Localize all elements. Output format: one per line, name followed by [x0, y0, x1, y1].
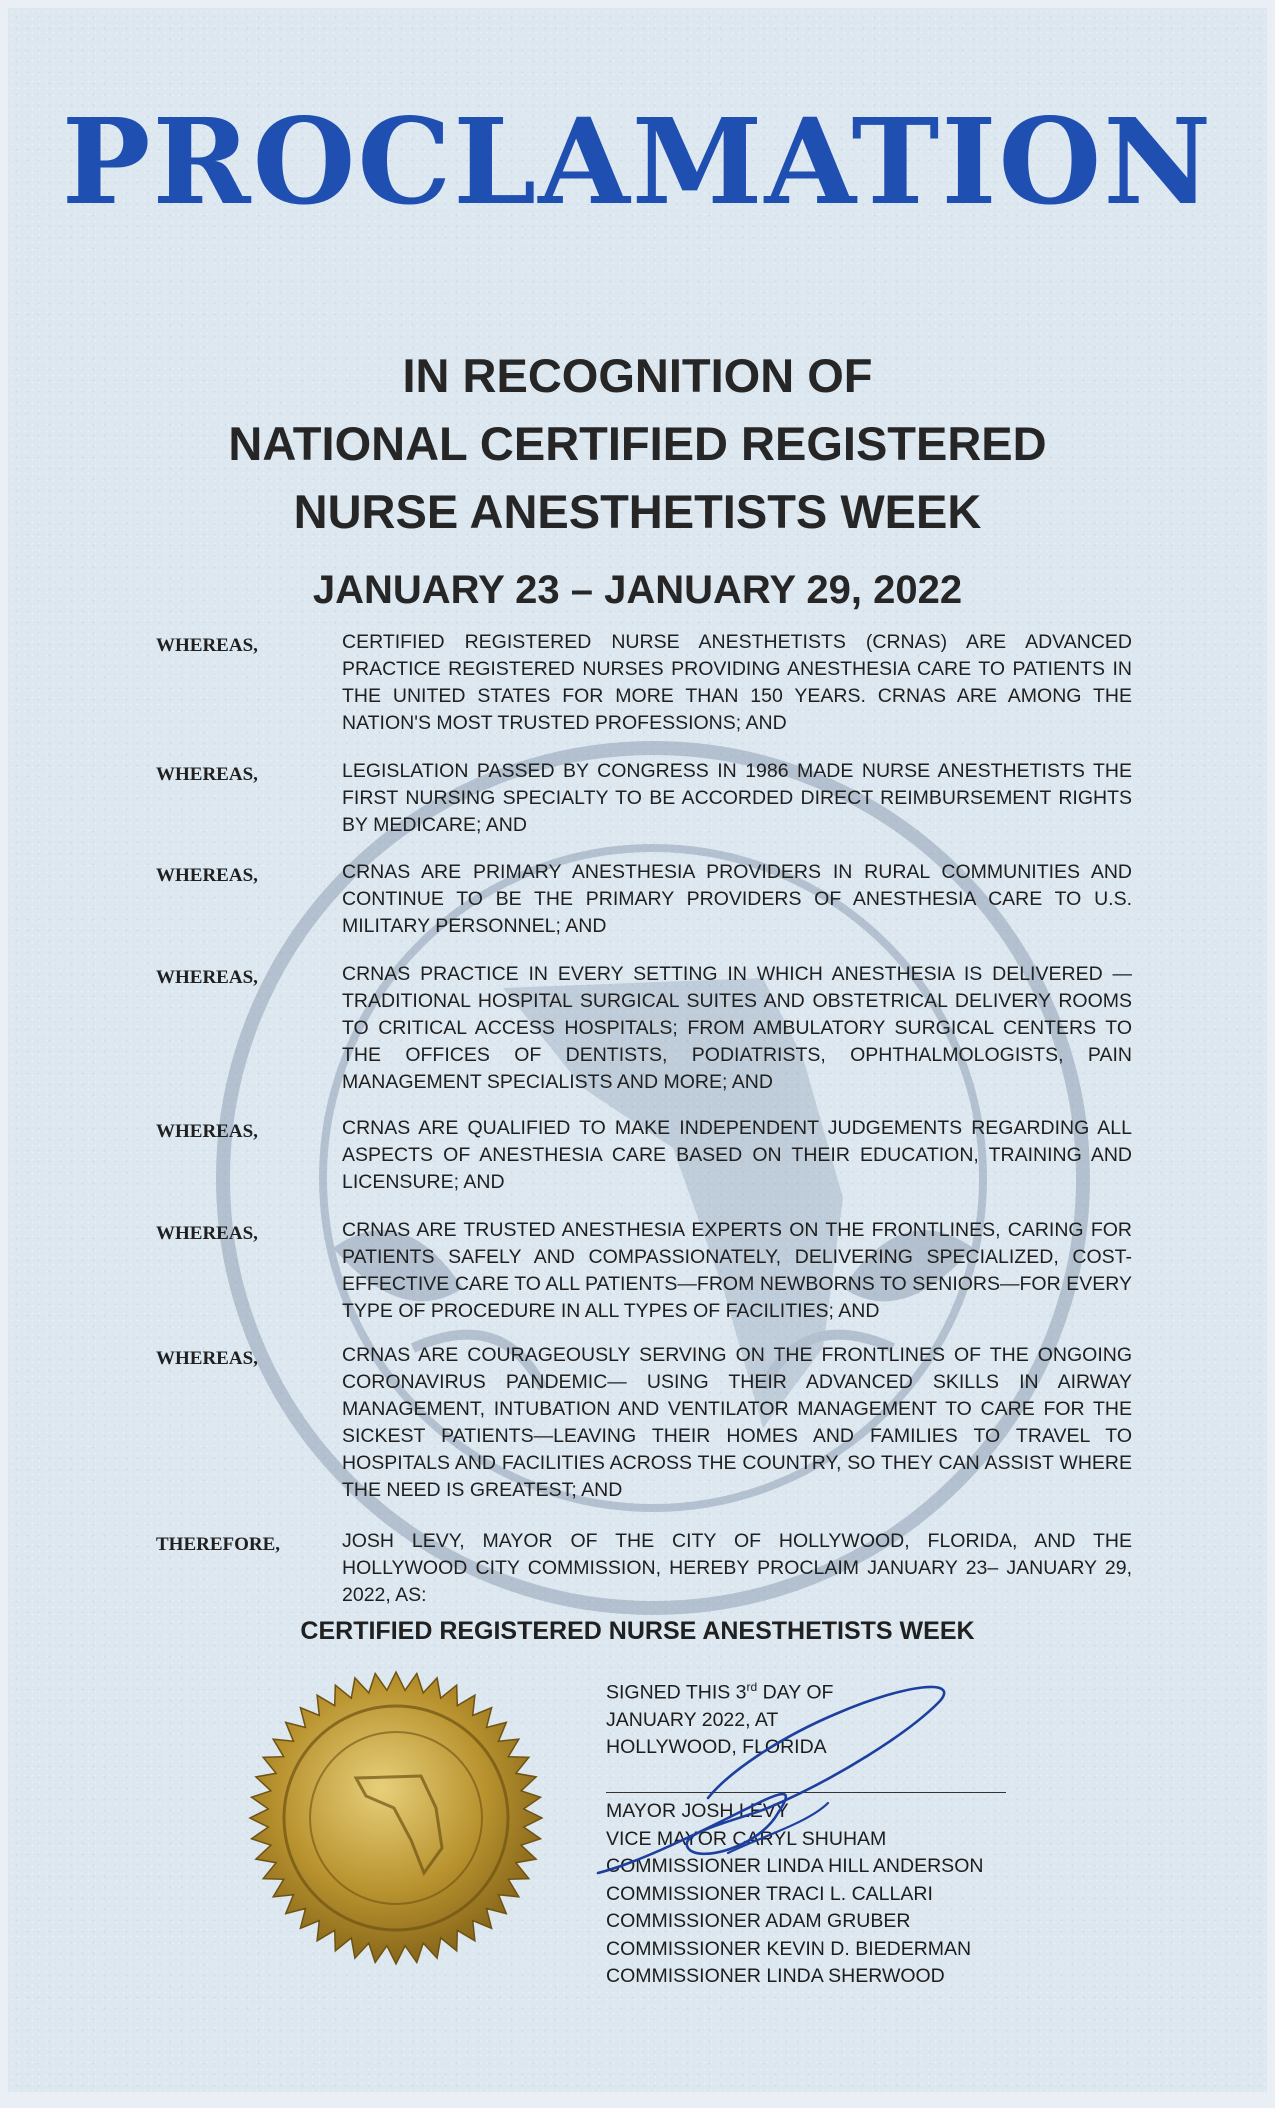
signed-prefix: SIGNED THIS 3 — [606, 1681, 747, 1704]
official-name: COMMISSIONER TRACI L. CALLARI — [606, 1882, 933, 1905]
official-name: COMMISSIONER LINDA SHERWOOD — [606, 1965, 945, 1987]
official-name: COMMISSIONER KEVIN D. BIEDERMAN — [606, 1937, 972, 1960]
clause-text: JOSH LEVY, MAYOR OF THE CITY OF HOLLYWOOD, FLORIDA, AND THE HOLLYWOOD CITY COMMISSION, HEREBY PROCLAIM JANUARY 23– JANUARY 29, 2022, AS: — [342, 1530, 1132, 1606]
handwritten-signature-icon — [578, 1663, 1008, 1893]
clause-text: CRNAS ARE TRUSTED ANESTHESIA EXPERTS ON THE FRONTLINES, CARING FOR PATIENTS SAFELY AND COMPASSIONATELY, DELIVERING SPECIALIZED, COST-EFFECTIVE CARE TO ALL PATIENTS—FROM NEWBORNS TO SENIORS—FOR EVERY TYPE OF PROCEDURE IN ALL TYPES OF FACILITIES; AND — [342, 1219, 1132, 1322]
clause-label: WHEREAS, — [156, 1121, 258, 1142]
heading-line-2: NATIONAL CERTIFIED REGISTERED — [228, 417, 1047, 470]
official-name: MAYOR JOSH LEVY — [606, 1800, 789, 1822]
proclamation-page — [8, 8, 1267, 2092]
clause-text: CRNAS PRACTICE IN EVERY SETTING IN WHICH ANESTHESIA IS DELIVERED — TRADITIONAL HOSPITAL SURGICAL SUITES AND OBSTETRICAL DELIVERY ROOMS TO CRITICAL ACCESS HOSPITALS; FROM AMBULATORY SURGICAL CENTERS TO THE OFFICES OF DENTISTS, PODIATRISTS, OPHTHALMOLOGISTS, PAIN MANAGEMENT SPECIALISTS AND MORE; AND — [342, 963, 1132, 1093]
heading-line-1: IN RECOGNITION OF — [402, 349, 873, 402]
ordinal-suffix: rd — [746, 1680, 758, 1694]
signed-suffix: DAY OF — [757, 1681, 834, 1704]
signed-line-2: JANUARY 2022, AT — [606, 1708, 779, 1731]
clause-text: CRNAS ARE COURAGEOUSLY SERVING ON THE FRONTLINES OF THE ONGOING CORONAVIRUS PANDEMIC— USING THEIR ADVANCED SKILLS IN AIRWAY MANAGEMENT, INTUBATION AND VENTILATOR MANAGEMENT TO CARE FOR THE SICKEST PATIENTS—LEAVING THEIR HOMES AND FAMILIES TO TRAVEL TO HOSPITALS AND FACILITIES ACROSS THE COUNTRY, SO THEY CAN ASSIST WHERE THE NEED IS GREATEST; AND — [342, 1344, 1132, 1501]
proclaimed-week: CERTIFIED REGISTERED NURSE ANESTHETISTS WEEK — [300, 1617, 975, 1645]
clause-label: WHEREAS, — [156, 1223, 258, 1244]
clause-label: WHEREAS, — [156, 764, 258, 785]
clause-label: WHEREAS, — [156, 1348, 258, 1369]
clause-label: WHEREAS, — [156, 635, 258, 656]
page-title: PROCLAMATION — [61, 92, 1214, 231]
official-name: COMMISSIONER LINDA HILL ANDERSON — [606, 1855, 984, 1877]
signed-line-3: HOLLYWOOD, FLORIDA — [606, 1735, 827, 1758]
official-name: COMMISSIONER ADAM GRUBER — [606, 1910, 911, 1932]
gold-foil-seal-icon — [246, 1668, 546, 1968]
date-range: JANUARY 23 – JANUARY 29, 2022 — [312, 568, 963, 612]
official-name: VICE MAYOR CARYL SHUHAM — [606, 1827, 887, 1850]
clause-text: LEGISLATION PASSED BY CONGRESS IN 1986 MADE NURSE ANESTHETISTS THE FIRST NURSING SPECIALTY TO BE ACCORDED DIRECT REIMBURSEMENT RIGHTS BY MEDICARE; AND — [342, 760, 1132, 836]
clause-label: WHEREAS, — [156, 865, 258, 886]
clause-label: THEREFORE, — [156, 1534, 281, 1555]
clause-text: CRNAS ARE QUALIFIED TO MAKE INDEPENDENT JUDGEMENTS REGARDING ALL ASPECTS OF ANESTHESIA CARE BASED ON THEIR EDUCATION, TRAINING AND LICENSURE; AND — [342, 1117, 1132, 1193]
clause-text: CRNAS ARE PRIMARY ANESTHESIA PROVIDERS IN RURAL COMMUNITIES AND CONTINUE TO BE THE PRIMARY PROVIDERS OF ANESTHESIA CARE TO U.S. MILITARY PERSONNEL; AND — [342, 861, 1132, 937]
heading-line-3: NURSE ANESTHETISTS WEEK — [293, 485, 982, 538]
clause-label: WHEREAS, — [156, 967, 258, 988]
clause-text: CERTIFIED REGISTERED NURSE ANESTHETISTS (CRNAS) ARE ADVANCED PRACTICE REGISTERED NURSES PROVIDING ANESTHESIA CARE TO PATIENTS IN THE UNITED STATES FOR MORE THAN 150 YEARS. CRNAS ARE AMONG THE NATION'S MOST TRUSTED PROFESSIONS; AND — [342, 631, 1132, 734]
